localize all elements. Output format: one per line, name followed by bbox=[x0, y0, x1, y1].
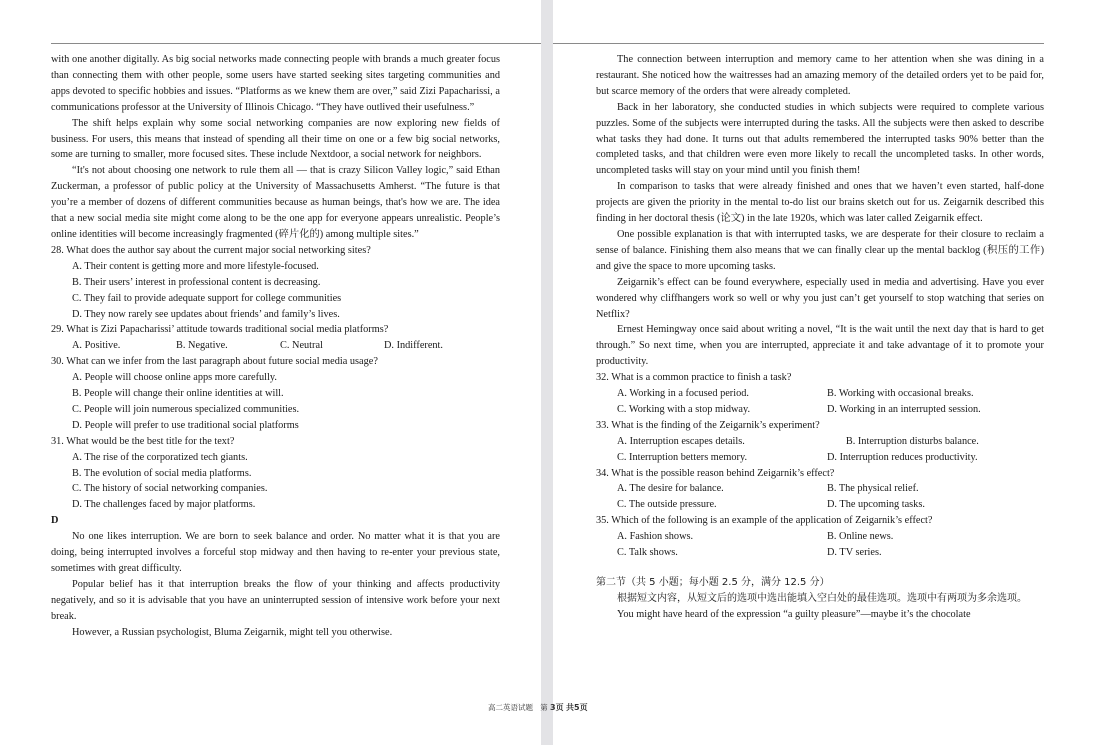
question-33-options-row bbox=[596, 434, 1044, 450]
question-35-options-row bbox=[596, 529, 1044, 545]
page-footer bbox=[488, 702, 588, 713]
passage-d-paragraph: No one likes interruption. We are born to seek balance and order. No matter what it is that you are doing, being interrupted involves a forceful stop midway and then having to re-enter your previous state, sometimes with great difficulty. bbox=[51, 531, 500, 574]
passage-c-paragraph: with one another digitally. As big social networks made connecting people with brands a much greater focus than connecting them with other people, some users have started seeking sites targeting communities and apps devoted to specific hobbies and issues. “Platforms as we knew them are over,” said Zizi Papacharissi, a communications professor at the University of Illinois Chicago. “They have outlived their usefulness.” bbox=[51, 54, 500, 113]
option: D. The challenges faced by major platforms. bbox=[72, 499, 256, 511]
passage-c-paragraph: The shift helps explain why some social networking companies are now exploring new fields of business. For users, this means that instead of spending all their time on one or a few big social networks, some are turning to smaller, more focused sites. These include Nextdoor, a social network for neighbors. bbox=[51, 117, 500, 161]
option: B. Their users’ interest in professional content is decreasing. bbox=[72, 276, 321, 288]
option: C. Talk shows. bbox=[617, 547, 678, 559]
passage-d-paragraph: Zeigarnik’s effect can be found everywhere, especially used in media and advertising. Have you ever wondered why cliffhangers work so well or why you just can’t get yourself to stop watching that series on Netflix? bbox=[596, 276, 1044, 320]
option: A. The desire for balance. bbox=[617, 483, 724, 495]
passage-d-paragraph: In comparison to tasks that were already finished and ones that we haven’t even started, half-done projects are given the priority in the mental to-do list our brains sketch out for us. Zeigarnik described this finding in her doctoral thesis (论文) in the late 1920s, which was later called Zeigarnik effect. bbox=[596, 181, 1044, 225]
option: B. The physical relief. bbox=[827, 483, 919, 495]
option: A. Positive. bbox=[72, 340, 121, 352]
passage-c-paragraph: “It's not about choosing one network to rule them all — that is crazy Silicon Valley logic,” said Ethan Zuckerman, a professor of public policy at the University of Massachusetts Amherst. “The future is that you’re a member of dozens of different communities because as human beings, that's how we are. The idea that a new social media site might come along to be the one app for everyone appears unrealistic. People’s online identities will become increasingly fragmented (碎片化的) among multiple sites.” bbox=[51, 165, 500, 240]
option: B. Working with occasional breaks. bbox=[827, 388, 974, 400]
question-33-options-row bbox=[596, 450, 1044, 466]
option: A. Their content is getting more and more lifestyle-focused. bbox=[72, 260, 319, 272]
option: A. People will choose online apps more carefully. bbox=[72, 372, 277, 384]
right-header-rule bbox=[553, 43, 1044, 44]
question-32-options-row bbox=[596, 386, 1044, 402]
option: C. Working with a stop midway. bbox=[617, 403, 751, 415]
page-total: 共5页 bbox=[566, 703, 588, 712]
option: C. People will join numerous specialized communities. bbox=[72, 403, 300, 415]
passage-d-paragraph: Ernest Hemingway once said about writing a novel, “It is the wait until the next day that is hard to get through.” So next time, when you are interrupted, appreciate it and take advantage of it to promote your productivity. bbox=[596, 324, 1044, 368]
section-2-instructions: 根据短文内容，从短文后的选项中选出能填入空白处的最佳选项。选项中有两项为多余选项。 bbox=[617, 592, 1027, 604]
passage-d-paragraph: One possible explanation is that with interrupted tasks, we are desperate for their closure to reclaim a sense of balance. Finishing them also means that we can finally clear up the mental backlog (积压的工作) and give the space to more upcoming tasks. bbox=[596, 228, 1044, 272]
question-29: 29. What is Zizi Papacharissi’ attitude towards traditional social media platforms? bbox=[51, 324, 389, 336]
question-34-options-row bbox=[596, 481, 1044, 497]
question-34-options-row bbox=[596, 497, 1044, 513]
question-35: 35. Which of the following is an example of the application of Zeigarnik’s effect? bbox=[596, 515, 933, 527]
passage-d-paragraph: The connection between interruption and memory came to her attention when she was dining in a restaurant. She noticed how the waitresses had an amazing memory of the detailed orders yet to be paid for, but scarce memory of the orders that were already completed. bbox=[596, 54, 1044, 97]
option: D. Working in an interrupted session. bbox=[827, 403, 981, 415]
question-35-options-row bbox=[596, 545, 1044, 561]
option: D. People will prefer to use traditional social platforms bbox=[72, 419, 299, 431]
option: C. Neutral bbox=[280, 340, 323, 352]
option: B. Interruption disturbs balance. bbox=[845, 435, 979, 447]
question-30: 30. What can we infer from the last paragraph about future social media usage? bbox=[51, 356, 378, 368]
option: A. The rise of the corporatized tech giants. bbox=[72, 451, 248, 463]
exam-name: 高二英语试题 bbox=[488, 703, 533, 712]
option: B. The evolution of social media platforms. bbox=[72, 467, 252, 479]
passage-d-paragraph: Popular belief has it that interruption breaks the flow of your thinking and affects productivity negatively, and so it is advisable that you have an uninterrupted session of intensive work before your next break. bbox=[51, 578, 500, 622]
question-28: 28. What does the author say about the current major social networking sites? bbox=[51, 244, 371, 256]
option: B. People will change their online identities at will. bbox=[72, 388, 284, 400]
option: C. Interruption betters memory. bbox=[617, 451, 748, 463]
right-column bbox=[596, 52, 1044, 623]
page-gutter bbox=[541, 0, 553, 745]
option: D. Indifferent. bbox=[384, 340, 443, 352]
option: D. TV series. bbox=[827, 547, 882, 559]
option: A. Interruption escapes details. bbox=[617, 435, 745, 447]
passage-d-paragraph: Back in her laboratory, she conducted studies in which subjects were required to complete various puzzles. Some of the subjects were interrupted during the tasks. All the subjects were then asked to describe what tasks they had done. It turns out that adults remembered the interrupted tasks 90% better than the completed tasks, and that children were even more likely to recall the uncompleted tasks. In other words, uncompleted tasks will stay on your mind until you finish them! bbox=[596, 101, 1044, 177]
option: C. They fail to provide adequate support for college communities bbox=[72, 292, 342, 304]
option: B. Online news. bbox=[827, 531, 894, 543]
page-number: 3页 bbox=[550, 703, 564, 712]
option: C. The history of social networking companies. bbox=[72, 483, 268, 495]
question-32-options-row bbox=[596, 402, 1044, 418]
passage-d-paragraph: However, a Russian psychologist, Bluma Zeigarnik, might tell you otherwise. bbox=[72, 626, 393, 638]
option: B. Negative. bbox=[176, 340, 228, 352]
left-column bbox=[51, 52, 500, 641]
section-2-passage-start: You might have heard of the expression “a guilty pleasure”—maybe it’s the chocolate bbox=[617, 608, 971, 620]
question-31: 31. What would be the best title for the text? bbox=[51, 435, 235, 447]
option: A. Working in a focused period. bbox=[617, 388, 749, 400]
option: A. Fashion shows. bbox=[617, 531, 694, 543]
left-header-rule bbox=[51, 43, 541, 44]
option: D. They now rarely see updates about friends’ and family’s lives. bbox=[72, 308, 340, 320]
option: D. Interruption reduces productivity. bbox=[827, 451, 978, 463]
question-33: 33. What is the finding of the Zeigarnik’s experiment? bbox=[596, 419, 820, 431]
question-29-options bbox=[51, 338, 500, 354]
question-34: 34. What is the possible reason behind Zeigarnik’s effect? bbox=[596, 467, 835, 479]
option: C. The outside pressure. bbox=[617, 499, 717, 511]
section-d-heading: D bbox=[51, 515, 59, 527]
section-2-title: 第二节（共 5 小题；每小题 2.5 分，满分 12.5 分） bbox=[596, 577, 830, 588]
option: D. The upcoming tasks. bbox=[827, 499, 925, 511]
page-label: 第 bbox=[540, 703, 548, 712]
question-32: 32. What is a common practice to finish a task? bbox=[596, 372, 792, 384]
